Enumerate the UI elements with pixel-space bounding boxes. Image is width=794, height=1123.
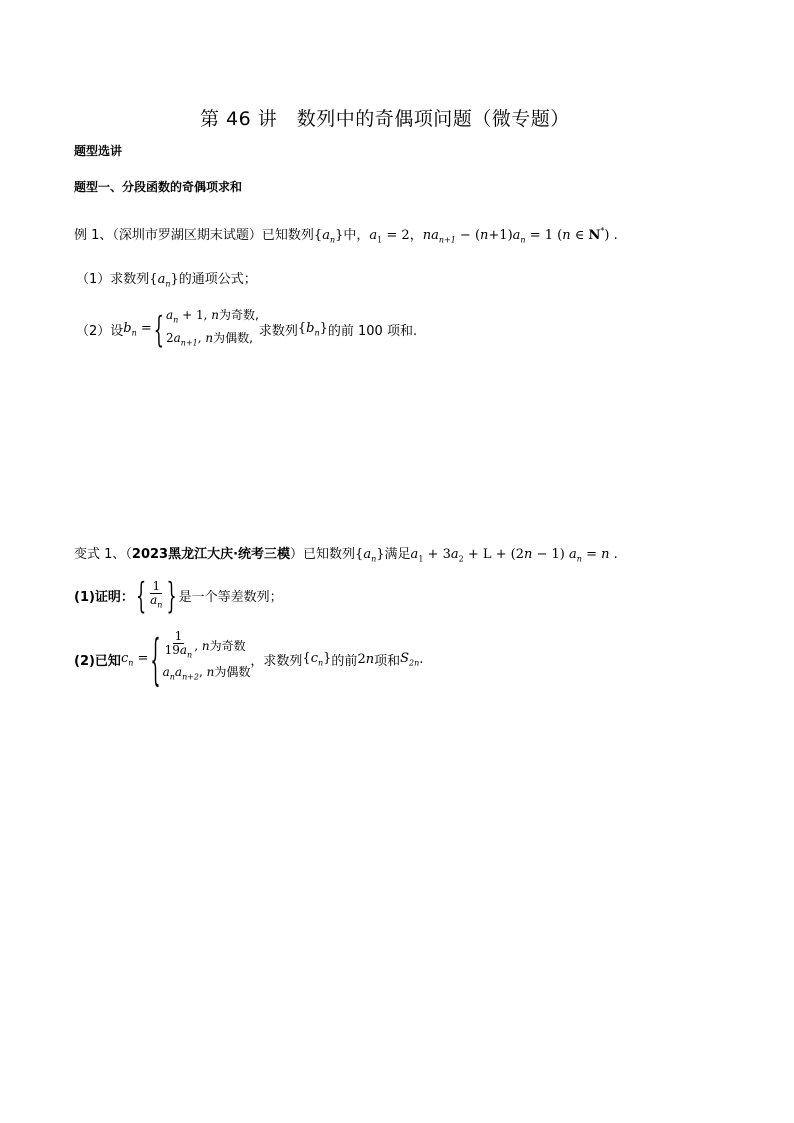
q1-prefix: （1）求数列: [76, 272, 150, 287]
seq-b-set: $\{b_n\}$: [297, 321, 328, 338]
seq-a-set: $\{a_n\}$: [313, 228, 344, 245]
two-n: 2n: [357, 651, 375, 667]
variant-1-statement: 变式 1、（2023黑龙江大庆·统考三模）已知数列$\{a_n\}$满足$a_1 + 3a_2 + L + (2n - 1) a_n = n$ .: [74, 547, 618, 564]
example-1-lead: 例 1、（深圳市罗湖区期末试题）已知数列: [74, 228, 314, 243]
variant-1-lead2: ）已知数列: [290, 547, 356, 562]
q1-suffix: 的通项公式；: [178, 272, 257, 287]
vq2-mid: ，求数列: [250, 653, 303, 669]
vq2-end: .: [419, 651, 424, 667]
q2-mid: 求数列: [258, 323, 298, 339]
c-n-def: $c_n$ =: [120, 651, 149, 668]
right-brace: }: [166, 574, 177, 617]
seq-c-set: $\{c_n\}$: [302, 651, 332, 668]
sum-condition: $a_1 + 3a_2 + L + (2n - 1) a_n = n$: [410, 547, 610, 564]
variant-1-lead: 变式 1、（: [74, 547, 132, 562]
b-n-def: $b_n$ =: [123, 321, 152, 338]
page-title: 第 46 讲 数列中的奇偶项问题（微专题）: [200, 108, 570, 130]
q2-prefix: （2）设: [76, 323, 124, 339]
vq1-prefix: (1)证明：: [74, 590, 134, 606]
piecewise-brace: {: [153, 308, 164, 351]
left-brace: {: [135, 574, 147, 617]
piecewise-brace-2: {: [150, 627, 161, 692]
reciprocal-fraction: $\frac{1}{a_n}$: [150, 579, 163, 610]
variant-1-mid: 满足: [384, 547, 411, 562]
variant-1-question-2: [74, 627, 424, 692]
seq-a-set-2: $\{a_n\}$: [149, 272, 179, 289]
recurrence-formula: $na_{n+1} - (n+1)a_n = 1$ (n ∈ N*): [422, 226, 610, 245]
piecewise-cases: $a_n + 1$, n为奇数, $2a_{n+1}$, n为偶数,: [165, 308, 259, 348]
seq-a-set-3: $\{a_n\}$: [355, 547, 385, 564]
variant-1-source: 2023黑龙江大庆·统考三模: [131, 547, 291, 562]
vq1-suffix: 是一个等差数列；: [178, 590, 283, 606]
vq2-prefix: (2)已知: [74, 653, 121, 669]
section-heading: 题型选讲: [74, 144, 123, 158]
type-one-heading: 题型一、分段函数的奇偶项求和: [74, 180, 243, 194]
example-1-question-1: [76, 268, 257, 289]
q2-suffix: 的前 100 项和.: [327, 323, 418, 339]
vq2-mid3: 项和: [374, 653, 401, 669]
variant-1-question-1: [74, 574, 283, 617]
example-1-statement: 例 1、（深圳市罗湖区期末试题）已知数列$\{a_n\}$中，$a_1 = 2$，$na_{n+1} - (n+1)a_n = 1$ (n ∈ N*) .: [74, 226, 618, 245]
vq2-mid2: 的前: [331, 653, 358, 669]
sum-s2n: $S_{2n}$: [400, 651, 420, 668]
piecewise-cases-2: $\frac{1}{19a_n}$ , n 为奇数 $a_na_{n+2}$, n为偶数: [162, 629, 251, 682]
example-1-question-2: [76, 306, 417, 353]
initial-condition: $a_1 = 2$: [369, 228, 410, 245]
example-1-mid: 中，: [343, 228, 370, 243]
example-1-sep: ，: [409, 228, 423, 243]
